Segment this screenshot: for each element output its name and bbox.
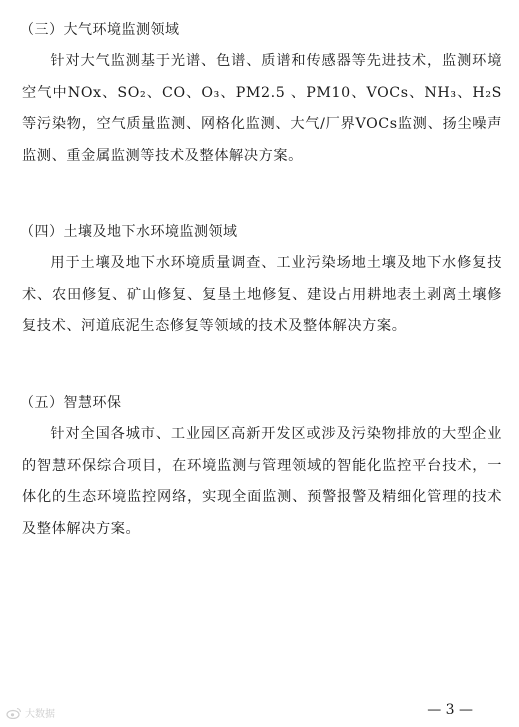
section-3-heading: （三）大气环境监测领域	[20, 22, 180, 38]
watermark-text: 大数据	[25, 709, 55, 720]
section-4-heading: （四）土壤及地下水环境监测领域	[20, 224, 238, 240]
watermark	[6, 705, 55, 720]
section-5-body: 针对全国各城市、工业园区高新开发区或涉及污染物排放的大型企业的智慧环保综合项目，在环境监测与管理领域的智能化监控平台技术，一体化的生态环境监控网络，实现全面监测、预警报警及精细化管理的技术及整体解决方案。	[22, 426, 502, 537]
section-3-body: 针对大气监测基于光谱、色谱、质谱和传感器等先进技术，监测环境空气中NOx、SO₂、CO、O₃、PM2.5 、PM10、VOCs、NH₃、H₂S等污染物，空气质量监测、网格化监测、大气/厂界VOCs监测、扬尘噪声监测、重金属监测等技术及整体解决方案。	[22, 53, 502, 164]
section-5-heading: （五）智慧环保	[20, 395, 122, 411]
weibo-logo-icon	[6, 707, 22, 719]
section-4-body: 用于土壤及地下水环境质量调查、工业污染场地土壤及地下水修复技术、农田修复、矿山修复、复垦土地修复、建设占用耕地表土剥离土壤修复技术、河道底泥生态修复等领域的技术及整体解决方案。	[22, 255, 502, 334]
page-number: — 3 —	[427, 702, 473, 718]
